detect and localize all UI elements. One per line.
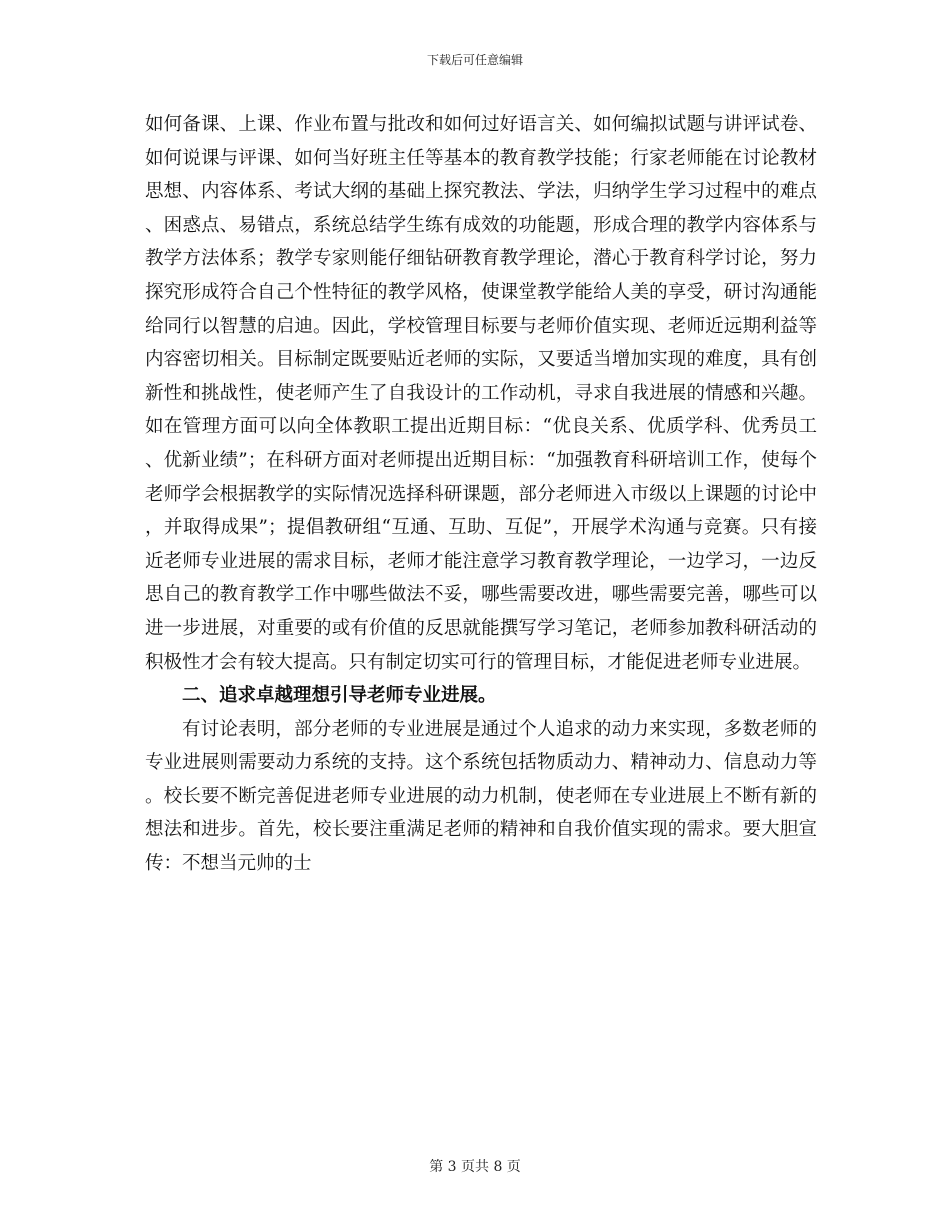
body-paragraph: 如何备课、上课、作业布置与批改和如何过好语言关、如何编拟试题与讲评试卷、如何说课与评课、如何当好班主任等基本的教育教学技能；行家老师能在讨论教材思想、内容体系、考试大纲的基础上探究教法、学法，归纳学生学习过程中的难点、困惑点、易错点，系统总结学生练有成效的功能题，形成合理的教学内容体系与教学方法体系；教学专家则能仔细钻研教育教学理论，潜心于教育科学讨论，努力探究形成符合自己个性特征的教学风格，使课堂教学能给人美的享受，研讨沟通能给同行以智慧的启迪。因此，学校管理目标要与老师价值实现、老师近远期利益等内容密切相关。目标制定既要贴近老师的实际，又要适当增加实现的难度，具有创新性和挑战性，使老师产生了自我设计的工作动机，寻求自我进展的情感和兴趣。如在管理方面可以向全体教职工提出近期目标：“优良关系、优质学科、优秀员工、优新业绩”；在科研方面对老师提出近期目标：“加强教育科研培训工作，使每个老师学会根据教学的实际情况选择科研课题，部分老师进入市级以上课题的讨论中，并取得成果”；提倡教研组“互通、互助、互促”，开展学术沟通与竞赛。只有接近老师专业进展的需求目标，老师才能注意学习教育教学理论，一边学习，一边反思自己的教育教学工作中哪些做法不妥，哪些需要改进，哪些需要完善，哪些可以进一步进展，对重要的或有价值的反思就能撰写学习笔记，老师参加教科研活动的积极性才会有较大提高。只有制定切实可行的管理目标，才能促进老师专业进展。 — [145, 114, 817, 673]
section-heading: 二、追求卓越理想引导老师专业进展。 — [182, 685, 497, 707]
document-body — [145, 108, 817, 881]
page-number: 第 3 页共 8 页 — [429, 1159, 521, 1175]
page-header: 下载后可任意编辑 — [426, 53, 523, 67]
body-paragraph: 有讨论表明，部分老师的专业进展是通过个人追求的动力来实现，多数老师的专业进展则需要动力系统的支持。这个系统包括物质动力、精神动力、信息动力等。校长要不断完善促进老师专业进展的动力机制，使老师在专业进展上不断有新的想法和进步。首先，校长要注重满足老师的精神和自我价值实现的需求。要大胆宣传：不想当元帅的士 — [145, 718, 817, 875]
